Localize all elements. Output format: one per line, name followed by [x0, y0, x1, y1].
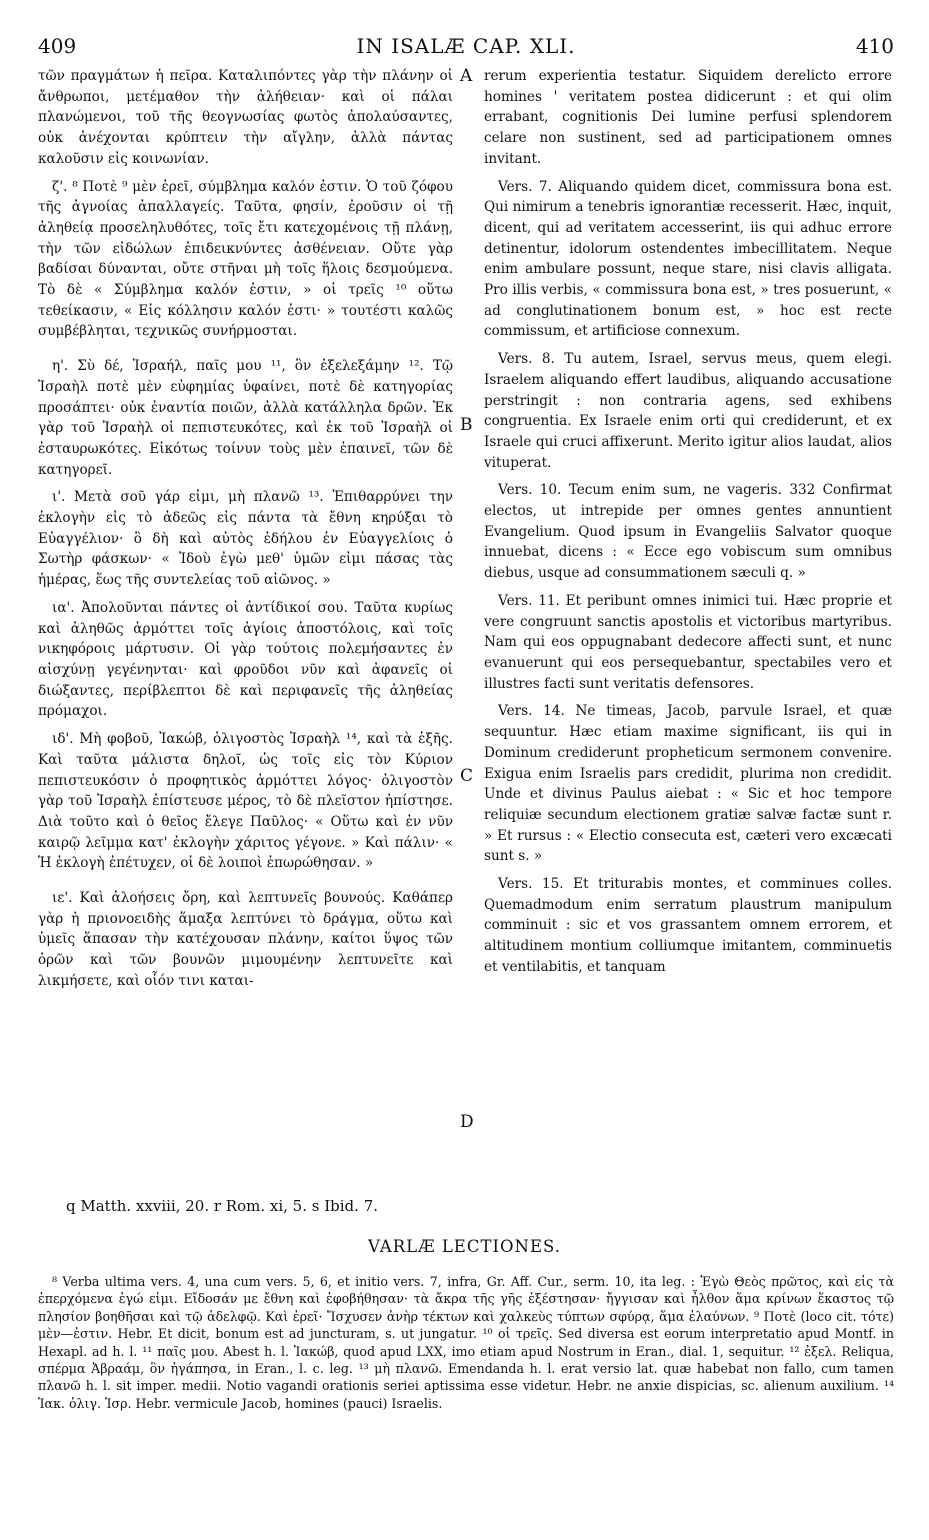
greek-paragraph: τῶν πραγμάτων ἡ πεῖρα. Καταλιπόντες γὰρ τὴν πλάνην οἱ ἄνθρωποι, μετέμαθον τὴν ἀλήθειαν· καὶ οἱ πάλαι πλανώμενοι, τοῦ τῆς θεογνωσίας φωτὸς ἀπολαύσαντες, οὐκ ἀνέχονται κρύπτειν τὴν αἴγλην, ἀλλὰ πάντας καλοῦσιν εἰς κοινωνίαν. — [38, 68, 453, 167]
variae-lectiones-text: ⁸ Verba ultima vers. 4, una cum vers. 5, 6, et initio vers. 7, infra, Gr. Aff. Cur., serm. 10, ita leg. : Ἐγὼ Θεὸς πρῶτος, καὶ εἰς τὰ ἐπερχόμενα ἐγώ εἰμι. Εἴδοσάν με ἔθνη καὶ ἐφοβήθησαν· τὰ ἄκρα τῆς γῆς ἐξέστησαν· ἤγγισαν καὶ ἦλθον ἅμα κρίνων ἕκαστος τῷ πλησίον βοηθῆσαι καὶ τῷ ἀδελφῷ. Καὶ ἐρεῖ· Ἴσχυσεν ἀνὴρ τέκτων καὶ χαλκεὺς τύπτων σφύρᾳ, ἅμα ἐλαύνων. ⁹ Ποτὲ (loco cit. τότε) μὲν—ἐστιν. Hebr. Et dicit, bonum est ad juncturam, s. ut jungatur. ¹⁰ οἱ τρεῖς. Sed diversa est eorum interpretatio apud Montf. in Hexapl. ad h. l. ¹¹ παῖς μου. Abest h. l. Ἰακώβ, quod apud LXX, imo etiam apud Nostrum in Eran., dial. 1, sequitur. ¹² ἐξελ. Reliqua, σπέρμα Ἀβραάμ, ὃν ἠγάπησα, in Eran., l. c. leg. ¹³ μὴ πλανῶ. Emendanda h. l. erat versio lat. quæ habebat non fallo, cum tamen πλανῶ h. l. sit imper. medii. Notio vagandi orationis seriei aptissima esse videtur. Hebr. ne anxie dispicias, sc. alienum auxilium. ¹⁴ Ἰακ. ὀλιγ. Ἰσρ. Hebr. vermicule Jacob, homines (pauci) Israelis. — [38, 1274, 894, 1411]
margin-letter-a: A — [460, 66, 473, 86]
running-title: IN ISALÆ CAP. XLI. — [356, 34, 576, 58]
greek-paragraph: ιε'. Καὶ ἀλοήσεις ὄρη, καὶ λεπτυνεῖς βουνούς. Καθάπερ γὰρ ἡ πριονοειδὴς ἅμαξα λεπτύνει τὸ δράγμα, οὕτω καὶ ὑμεῖς ἅπασαν τὴν κατέχουσαν πλάνην, καίτοι ὕψος τῶν ὀρῶν καὶ τῶν βουνῶν μιμουμένην λεπτυνεῖτε καὶ λικμήσετε, καὶ οἷόν τινι καται- — [38, 890, 453, 989]
margin-letter-c: C — [460, 766, 474, 786]
margin-letter-d: D — [460, 1112, 474, 1132]
margin-letters — [456, 66, 482, 1186]
variae-lectiones-notes — [38, 1273, 894, 1523]
greek-column — [38, 66, 453, 1186]
latin-column — [484, 66, 892, 1186]
greek-paragraph: η'. Σὺ δέ, Ἰσραήλ, παῖς μου ¹¹, ὃν ἐξελεξάμην ¹². Τῷ Ἰσραὴλ ποτὲ μὲν εὐφημίας ὑφαίνει, ποτὲ δὲ κατηγορίας προσάπτει· οὐκ ἐναντία ποιῶν, ἀλλὰ κατάλληλα δρῶν. Ἐκ γὰρ τοῦ Ἰσραὴλ οἱ πεπιστευκότες, καὶ ἐκ τοῦ Ἰσραὴλ οἱ ἐσταυρωκότες. Εἰκότως τοίνυν τοὺς μὲν ἐπαινεῖ, τῶν δὲ κατηγορεῖ. — [38, 358, 453, 478]
greek-paragraph: ιδ'. Μὴ φοβοῦ, Ἰακώβ, ὀλιγοστὸς Ἰσραὴλ ¹⁴, καὶ τὰ ἑξῆς. Καὶ ταῦτα μάλιστα δηλοῖ, ὡς τοῖς εἰς τὸν Κύριον πεπιστευκόσιν ὁ προφητικὸς ἁρμόττει λόγος· ὀλιγοστὸν γὰρ τοῦ Ἰσραὴλ ἐπίστευσε μέρος, τὸ δὲ πλεῖστον ἠπίστησε. Διὰ τοῦτο καὶ ὁ θεῖος ἔλεγε Παῦλος· « Οὕτω καὶ ἐν νῦν καιρῷ λεῖμμα κατ' ἐκλογὴν χάριτος γέγονε. » Καὶ πάλιν· « Ἡ ἐκλογὴ ἐπέτυχεν, οἱ δὲ λοιποὶ ἐπωρώθησαν. » — [38, 731, 453, 872]
greek-paragraph: ια'. Ἀπολοῦνται πάντες οἱ ἀντίδικοί σου. Ταῦτα κυρίως καὶ ἀληθῶς ἁρμόττει τοῖς ἁγίοις ἀποστόλοις, καὶ τοῖς νικηφόροις μάρτυσιν. Οἱ γὰρ τούτοις πολεμήσαντες ἐν αἰσχύνῃ γεγένηνται· καὶ φροῦδοι νῦν καὶ ἀφανεῖς οἱ διώξαντες, περίβλεπτοι δὲ καὶ περιφανεῖς τῆς ἀληθείας πρόμαχοι. — [38, 599, 453, 720]
page-number-right: 410 — [855, 34, 894, 58]
running-header — [38, 34, 894, 60]
greek-paragraph: ζ'. ⁸ Ποτὲ ⁹ μὲν ἐρεῖ, σύμβλημα καλόν ἐστιν. Ὁ τοῦ ζόφου τῆς ἀγνοίας ἀπαλλαγείς. Ταῦτα, φησίν, ἐροῦσιν οἱ τῇ ἀληθείᾳ προσεληλυθότες, τοῖς ἔτι κατεχομένοις τῇ πλάνῃ, τὴν τῶν εἰδώλων ἐπιδεικνύντες ἀσθένειαν. Οὔτε γὰρ βαδίσαι δύνανται, οὔτε στῆναι μὴ τοῖς ἥλοις δεσμούμενα. Τὸ δὲ « Σύμβλημα καλόν ἐστιν, » οἱ τρεῖς ¹⁰ οὕτω τεθείκασιν, « Εἰς κόλλησιν καλόν ἐστι· » τουτέστι καλῶς συμβέβληται, τεχνικῶς συνήρμοσται. — [38, 178, 453, 340]
latin-paragraph: rerum experientia testatur. Siquidem derelicto errore homines ' veritatem postea didicerunt : et qui olim errabant, cognitionis Dei lumine perfusi splendorem celare non sustinent, sed ad participationem omnes invitant. — [484, 68, 892, 167]
greek-paragraph: ι'. Μετὰ σοῦ γάρ εἰμι, μὴ πλανῶ ¹³. Ἐπιθαρρύνει την ἐκλογὴν εἰς τὸ ἀδεῶς εἰς πάντα τὰ ἔθνη κηρύξαι τὸ Εὐαγγέλιον· ὃ δὴ καὶ αὐτὸς ἐδήλου ἐν Εὐαγγελίοις ὁ Σωτὴρ φάσκων· « Ἰδοὺ ἐγὼ μεθ' ὑμῶν εἰμι πάσας τὰς ἡμέρας, ἕως τῆς συντελείας τοῦ αἰῶνος. » — [38, 489, 453, 589]
variae-lectiones-heading: VARLÆ LECTIONES. — [368, 1237, 561, 1256]
latin-paragraph: Vers. 15. Et triturabis montes, et comminues colles. Quemadmodum enim serratum plaustrum manipulum comminuit : sic et vos grassantem omnem errorem, et altitudinem montium colliumque imitantem, comminuetis et ventilabitis, et tanquam — [484, 876, 892, 975]
latin-paragraph: Vers. 10. Tecum enim sum, ne vageris. 332 Confirmat electos, ut intrepide per omnes gentes annuntient Evangelium. Quod ipsum in Evangeliis Salvator quoque innuebat, dicens : « Ecce ego vobiscum sum omnibus diebus, usque ad consummationem sæculi q. » — [484, 482, 892, 582]
page-number-left: 409 — [38, 34, 77, 58]
latin-paragraph: Vers. 11. Et peribunt omnes inimici tui. Hæc proprie et vere congruunt sanctis apostolis et victoribus martyribus. Nam qui eos oppugnabant dedecore affecti sunt, et nunc evanuerunt qui eos persequebantur, spectabiles vero et illustres facti sunt veritatis defensores. — [484, 592, 892, 692]
latin-paragraph: Vers. 14. Ne timeas, Jacob, parvule Israel, et quæ sequuntur. Hæc etiam maxime significant, iis qui in Dominum crediderunt propheticum sermonem convenire. Exigua enim Israelis pars credidit, plurima non credidit. Unde et divinus Paulus aiebat : « Sic et hoc tempore reliquiæ secundum electionem gratiæ salvæ factæ sunt r. » Et rursus : « Electio consecuta est, cæteri vero excæcati sunt s. » — [484, 703, 892, 865]
margin-letter-b: B — [460, 415, 473, 435]
latin-paragraph: Vers. 7. Aliquando quidem dicet, commissura bona est. Qui nimirum a tenebris ignorantiæ recesserit. Hæc, inquit, dicent, qui ad veritatem accesserint, iis qui adhuc errore detinentur, idolorum ostendentes imbecillitatem. Neque enim ambulare possunt, neque stare, nisi clavis alligata. Pro illis verbis, « commissura bona est, » tres posuerunt, « ad conglutinationem bonum est, » hoc est recte commissum, et artificiose connexum. — [484, 178, 892, 340]
latin-paragraph: Vers. 8. Tu autem, Israel, servus meus, quem elegi. Israelem aliquando effert laudibus, aliquando accusatione perstringit : non contraria agens, sed exhibens congruentia. Ex Israele enim orti qui crediderunt, et ex Israele qui cruci affixerunt. Merito igitur alios laudat, alios vituperat. — [484, 351, 892, 471]
footnote-references: q Matth. xxviii, 20. r Rom. xi, 5. s Ibid. 7. — [66, 1197, 379, 1215]
